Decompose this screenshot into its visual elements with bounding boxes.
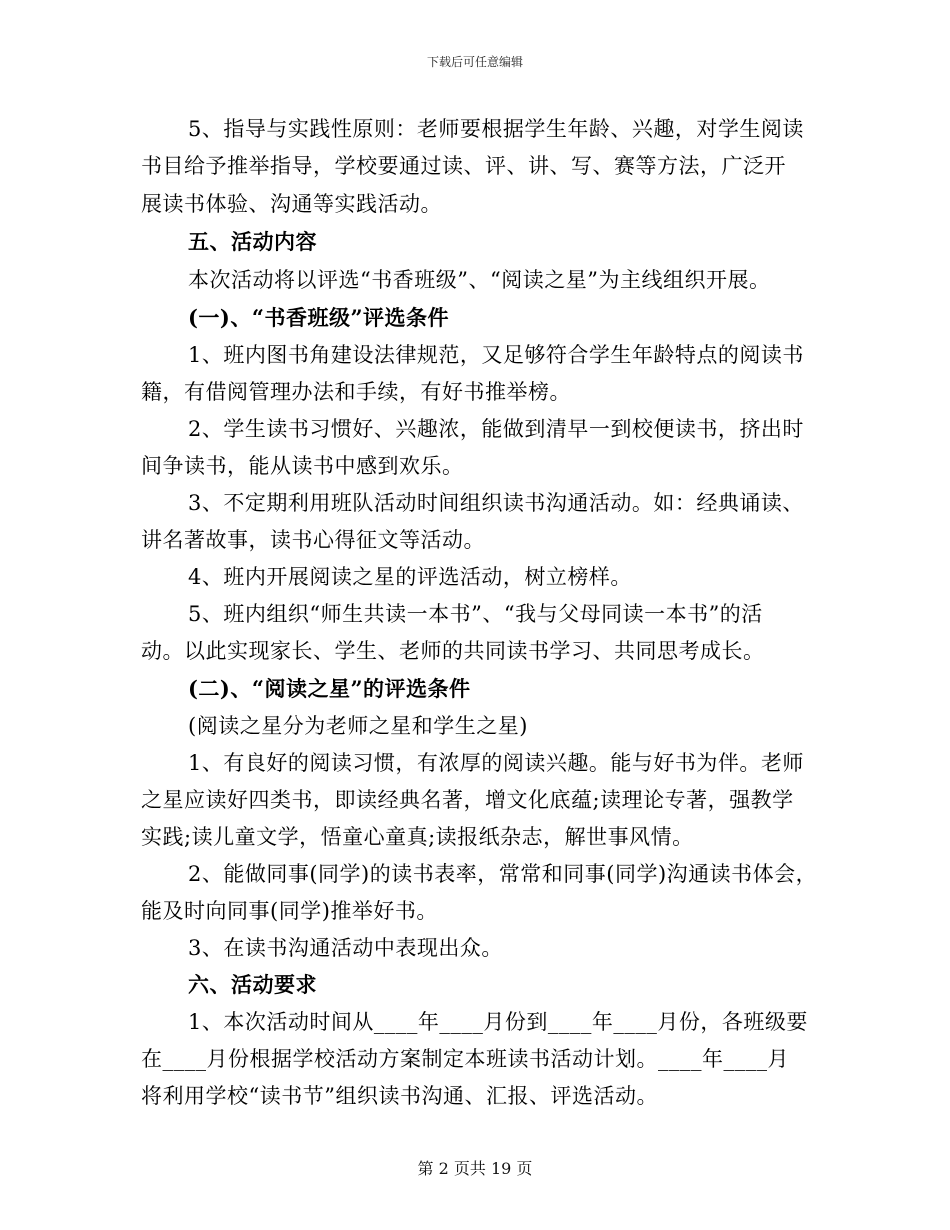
text-line: 1、班内图书角建设法律规范，又足够符合学生年龄特点的阅读书 — [188, 343, 804, 367]
text-line: 之星应读好四类书，即读经典名著，增文化底蕴;读理论专著，强教学 — [141, 788, 794, 812]
section-heading: 六、活动要求 — [188, 972, 317, 997]
text-line: 能及时向同事(同学)推举好书。 — [141, 899, 438, 923]
text-line: 本次活动将以评选“书香班级”、“阅读之星”为主线组织开展。 — [188, 268, 771, 292]
text-line: 2、学生读书习惯好、兴趣浓，能做到清早一到校便读书，挤出时 — [188, 417, 804, 441]
subsection-heading: (一)、“书香班级”评选条件 — [188, 305, 450, 330]
text-line: 1、本次活动时间从____年____月份到____年____月份，各班级要 — [188, 1010, 808, 1034]
text-line: 动。以此实现家长、学生、老师的共同读书学习、共同思考成长。 — [141, 639, 765, 663]
text-line: 讲名著故事，读书心得征文等活动。 — [141, 528, 485, 552]
download-note: 下载后可任意编辑 — [426, 55, 523, 69]
text-line: 1、有良好的阅读习惯，有浓厚的阅读兴趣。能与好书为伴。老师 — [188, 751, 804, 775]
text-line: 3、不定期利用班队活动时间组织读书沟通活动。如：经典诵读、 — [188, 491, 804, 515]
page-number: 第 2 页共 19 页 — [417, 1159, 533, 1178]
text-line: 4、班内开展阅读之星的评选活动，树立榜样。 — [188, 565, 632, 589]
text-line: 5、班内组织“师生共读一本书”、“我与父母同读一本书”的活 — [188, 602, 763, 626]
section-heading: 五、活动内容 — [188, 229, 317, 254]
subsection-heading: (二)、“阅读之星”的评选条件 — [188, 676, 471, 701]
text-line: 实践;读儿童文学，悟童心童真;读报纸杂志，解世事风情。 — [141, 825, 694, 849]
text-line: 间争读书，能从读书中感到欢乐。 — [141, 454, 464, 478]
text-line: 在____月份根据学校活动方案制定本班读书活动计划。____年____月 — [141, 1047, 789, 1071]
text-line: 5、指导与实践性原则：老师要根据学生年龄、兴趣，对学生阅读 — [188, 117, 804, 141]
text-line: 将利用学校“读书节”组织读书沟通、汇报、评选活动。 — [141, 1084, 658, 1108]
text-line: 展读书体验、沟通等实践活动。 — [141, 192, 442, 216]
text-line: 书目给予推举指导，学校要通过读、评、讲、写、赛等方法，广泛开 — [141, 154, 786, 178]
text-line: (阅读之星分为老师之星和学生之星) — [188, 714, 528, 738]
text-line: 籍，有借阅管理办法和手续，有好书推举榜。 — [141, 380, 571, 404]
text-line: 3、在读书沟通活动中表现出众。 — [188, 936, 503, 960]
text-line: 2、能做同事(同学)的读书表率，常常和同事(同学)沟通读书体会， — [188, 862, 818, 886]
